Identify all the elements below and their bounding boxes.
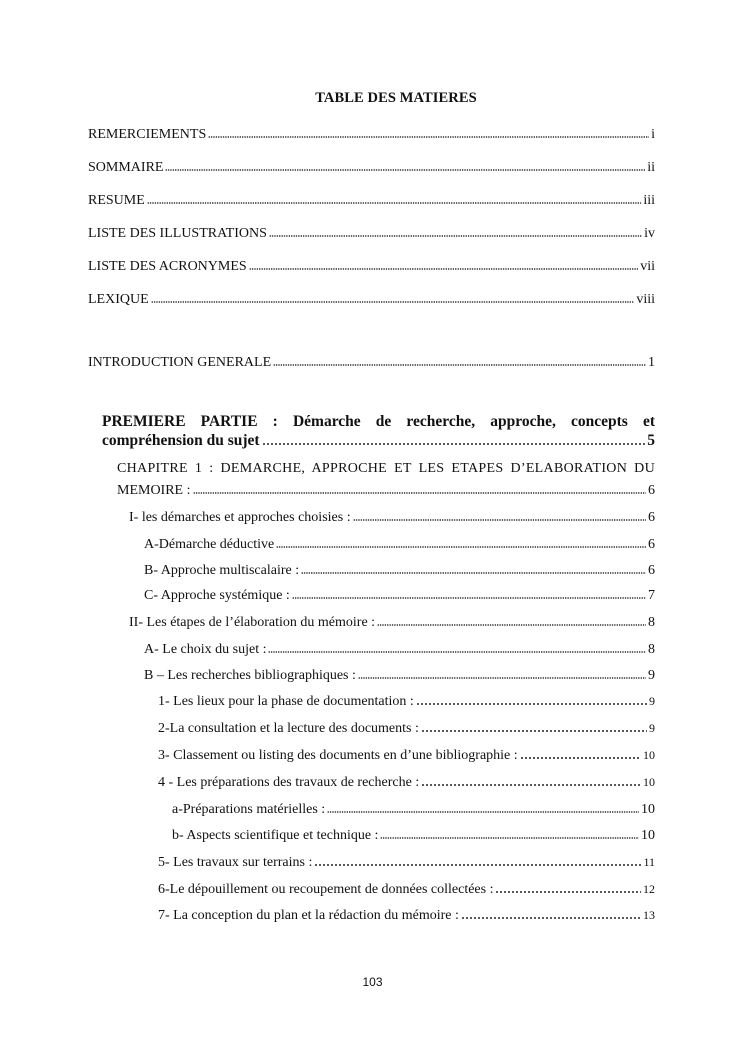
dot-leader	[147, 190, 642, 204]
dot-leader	[292, 585, 646, 599]
dot-leader	[353, 507, 646, 521]
toc-entry-page: 6	[648, 510, 655, 525]
toc-entry-page: 9	[648, 668, 655, 683]
toc-entry-label: SOMMAIRE	[88, 160, 164, 175]
toc-entry-page: 10	[643, 748, 655, 762]
dot-leader	[273, 352, 646, 366]
toc-entry-page: vii	[640, 259, 655, 274]
toc-entry-page: viii	[636, 292, 655, 307]
toc-entry-page: 10	[641, 802, 655, 817]
chapter-label-line2: MEMOIRE :	[117, 483, 191, 498]
toc-entry-liste-acronymes[interactable]	[88, 256, 655, 276]
dot-leader	[314, 852, 641, 866]
page-title: TABLE DES MATIERES	[315, 90, 477, 106]
toc-entry-item-2[interactable]	[158, 718, 655, 738]
toc-entry-part[interactable]	[102, 431, 655, 453]
toc-entry-page: 6	[648, 537, 655, 552]
toc-entry-page: 10	[643, 775, 655, 789]
toc-entry-label: LISTE DES ILLUSTRATIONS	[88, 226, 267, 241]
toc-entry-page: ii	[647, 160, 655, 175]
toc-entry-label: 1- Les lieux pour la phase de documentation :	[158, 694, 414, 709]
toc-entry-liste-illustrations[interactable]	[88, 223, 655, 243]
toc-entry-subsection-b2[interactable]	[144, 665, 655, 685]
toc-entry-label: II- Les étapes de l’élaboration du mémoire :	[129, 615, 376, 630]
toc-entry-item-4a[interactable]	[172, 799, 655, 819]
toc-entry-sommaire[interactable]	[88, 157, 655, 177]
dot-leader	[208, 124, 649, 138]
chapter-label-line1: CHAPITRE 1 : DEMARCHE, APPROCHE ET LES ETAPES D’ELABORATION DU	[117, 461, 655, 476]
dot-leader	[380, 825, 639, 839]
toc-entry-label: INTRODUCTION GENERALE	[88, 355, 272, 370]
dot-leader	[416, 691, 647, 705]
dot-leader	[151, 289, 635, 303]
dot-leader	[301, 560, 646, 574]
dot-leader	[421, 772, 641, 786]
toc-chapter-heading	[117, 458, 655, 480]
toc-entry-subsection-a[interactable]	[144, 534, 655, 554]
toc-entry-page: 8	[648, 642, 655, 657]
part-label-line1: PREMIERE PARTIE : Démarche de recherche, approche, concepts et	[102, 413, 655, 430]
toc-part-heading	[102, 410, 655, 433]
dot-leader	[358, 665, 646, 679]
toc-entry-subsection-b[interactable]	[144, 560, 655, 580]
toc-entry-label: b- Aspects scientifique et technique :	[172, 828, 379, 843]
dot-leader	[249, 256, 639, 270]
dot-leader	[268, 639, 646, 653]
toc-entry-label: REMERCIEMENTS	[88, 127, 207, 142]
toc-entry-page: 12	[643, 882, 655, 896]
dot-leader	[461, 905, 641, 919]
toc-entry-page: i	[651, 127, 655, 142]
toc-entry-label: RESUME	[88, 193, 145, 208]
dot-leader	[269, 223, 642, 237]
toc-entry-introduction[interactable]	[88, 352, 655, 372]
toc-entry-item-4[interactable]	[158, 772, 655, 792]
toc-entry-item-5[interactable]	[158, 852, 655, 872]
toc-entry-label: A-Démarche déductive	[144, 537, 275, 552]
toc-entry-page: iii	[643, 193, 655, 208]
toc-entry-label: I- les démarches et approches choisies :	[129, 510, 351, 525]
toc-entry-item-7[interactable]	[158, 905, 655, 925]
page-number-footer: 103	[362, 975, 383, 989]
dot-leader	[495, 879, 641, 893]
toc-entry-page: 7	[648, 588, 655, 603]
toc-entry-subsection-a2[interactable]	[144, 639, 655, 659]
toc-entry-label: 5- Les travaux sur terrains :	[158, 855, 313, 870]
toc-entry-page: 9	[649, 694, 655, 708]
toc-entry-page: 8	[648, 615, 655, 630]
toc-entry-label: 3- Classement ou listing des documents en d’une bibliographie :	[158, 748, 518, 763]
toc-entry-chapter[interactable]	[117, 480, 655, 500]
toc-entry-label: 7- La conception du plan et la rédaction du mémoire :	[158, 908, 459, 923]
toc-entry-label: LEXIQUE	[88, 292, 149, 307]
toc-entry-remerciements[interactable]	[88, 124, 655, 144]
dot-leader	[165, 157, 645, 171]
dot-leader	[421, 718, 647, 732]
toc-entry-page: 9	[649, 721, 655, 735]
toc-entry-label: 2-La consultation et la lecture des documents :	[158, 721, 419, 736]
toc-entry-label: B – Les recherches bibliographiques :	[144, 668, 356, 683]
toc-entry-lexique[interactable]	[88, 289, 655, 309]
toc-entry-subsection-c[interactable]	[144, 585, 655, 605]
toc-entry-page: 5	[647, 432, 655, 449]
toc-entry-label: 4 - Les préparations des travaux de recherche :	[158, 775, 420, 790]
toc-entry-label: A- Le choix du sujet :	[144, 642, 267, 657]
toc-entry-section-1[interactable]	[129, 507, 655, 527]
toc-entry-page: 11	[643, 855, 655, 869]
toc-entry-item-4b[interactable]	[172, 825, 655, 845]
toc-entry-item-6[interactable]	[158, 879, 655, 899]
dot-leader	[262, 431, 646, 445]
toc-entry-page: 1	[648, 355, 655, 370]
toc-entry-label: B- Approche multiscalaire :	[144, 563, 300, 578]
dot-leader	[520, 745, 641, 759]
toc-entry-page: 13	[643, 908, 655, 922]
dot-leader	[276, 534, 646, 548]
toc-entry-label: C- Approche systémique :	[144, 588, 290, 603]
toc-entry-label: LISTE DES ACRONYMES	[88, 259, 247, 274]
toc-entry-resume[interactable]	[88, 190, 655, 210]
toc-entry-section-2[interactable]	[129, 612, 655, 632]
toc-entry-item-3[interactable]	[158, 745, 655, 765]
toc-entry-page: 6	[648, 563, 655, 578]
toc-entry-page: 10	[641, 828, 655, 843]
dot-leader	[193, 480, 647, 494]
dot-leader	[327, 799, 639, 813]
part-label-line2: compréhension du sujet	[102, 432, 260, 449]
toc-entry-page: 6	[648, 483, 655, 498]
toc-entry-label: a-Préparations matérielles :	[172, 802, 326, 817]
toc-entry-item-1[interactable]	[158, 691, 655, 711]
toc-entry-page: iv	[644, 226, 655, 241]
dot-leader	[377, 612, 646, 626]
toc-entry-label: 6-Le dépouillement ou recoupement de données collectées :	[158, 882, 494, 897]
